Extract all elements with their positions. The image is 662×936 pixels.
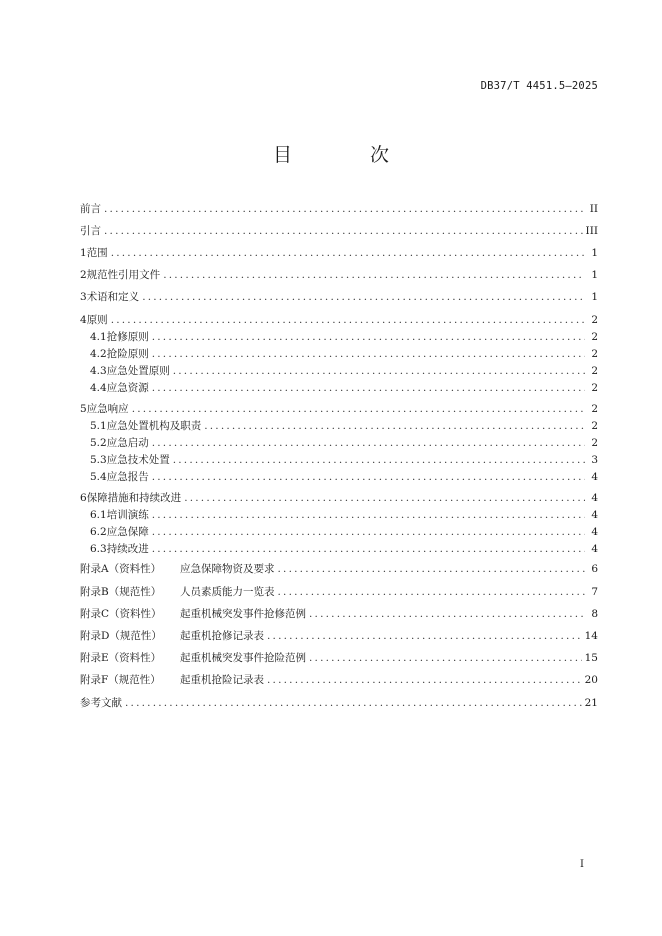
toc-entry-page: 2	[591, 437, 598, 449]
toc-entry-label: 范围	[86, 247, 108, 259]
toc-entry-number: 5.1	[90, 420, 107, 432]
toc-entry-number: 4.4	[90, 382, 107, 394]
toc-entry-label: 参考文献	[80, 697, 122, 709]
toc-entry-page: 3	[591, 454, 598, 466]
dot-leader	[152, 347, 585, 361]
toc-entry-number: 5.4	[90, 471, 107, 483]
toc-entry-label: 术语和定义	[86, 291, 140, 303]
toc-entry-number: 5.3	[90, 454, 107, 466]
toc-entry-description: 应急保障物资及要求	[180, 563, 275, 575]
page-title: 目 次	[272, 144, 426, 166]
toc-entry-page: 20	[584, 674, 598, 686]
toc-entry-page: 2	[591, 348, 598, 360]
toc-entry-description: 起重机械突发事件抢险范例	[180, 652, 306, 664]
toc-entry-page: 4	[591, 543, 598, 555]
toc-entry-description: 起重机械突发事件抢修范例	[180, 608, 306, 620]
toc-entry[interactable]	[80, 246, 598, 260]
dot-leader	[173, 364, 585, 378]
toc-entry[interactable]	[80, 491, 598, 505]
toc-entry-page: 7	[591, 586, 598, 598]
toc-entry[interactable]	[80, 629, 598, 643]
toc-entry[interactable]	[80, 268, 598, 282]
toc-entry[interactable]	[90, 470, 598, 484]
toc-entry-label: 规范性引用文件	[86, 269, 161, 281]
toc-entry-page: 4	[591, 492, 598, 504]
toc-entry-label: 前言	[80, 203, 101, 215]
toc-entry-page: 2	[591, 331, 598, 343]
dot-leader	[104, 202, 585, 216]
toc-entry[interactable]	[80, 673, 598, 687]
dot-leader	[152, 436, 585, 450]
dot-leader	[267, 673, 582, 687]
toc-entry-label: 原则	[86, 314, 108, 326]
toc-entry-page: 2	[591, 420, 598, 432]
dot-leader	[184, 491, 585, 505]
toc-entry-label: 附录B（规范性）	[80, 586, 162, 598]
toc-entry-label: 附录C（资料性）	[80, 608, 162, 620]
toc-entry-number: 6.1	[90, 509, 107, 521]
toc-entry[interactable]	[90, 508, 598, 522]
dot-leader	[309, 607, 585, 621]
toc-entry-label: 应急处置原则	[106, 365, 170, 377]
toc-entry-page: 1	[591, 247, 598, 259]
toc-entry-description: 人员素质能力一览表	[180, 586, 275, 598]
toc-entry-page: 2	[591, 382, 598, 394]
toc-entry-page: 2	[591, 365, 598, 377]
toc-entry-page: II	[589, 203, 598, 215]
toc-entry[interactable]	[90, 453, 598, 467]
dot-leader	[125, 696, 582, 710]
toc-entry[interactable]	[90, 419, 598, 433]
toc-entry-label: 抢险原则	[106, 348, 149, 360]
toc-entry[interactable]	[90, 525, 598, 539]
dot-leader	[204, 419, 585, 433]
toc-entry-label: 持续改进	[106, 543, 149, 555]
toc-entry[interactable]	[80, 562, 598, 576]
toc-entry-number: 5.2	[90, 437, 107, 449]
toc-entry[interactable]	[80, 585, 598, 599]
dot-leader	[173, 453, 585, 467]
toc-entry-page: 1	[591, 291, 598, 303]
toc-entry-page: 15	[584, 652, 598, 664]
toc-entry-page: 14	[584, 630, 598, 642]
toc-entry-page: III	[585, 225, 598, 237]
toc-entry-number: 4.2	[90, 348, 107, 360]
toc-entry-page: 2	[591, 403, 598, 415]
toc-entry-number: 5	[80, 403, 87, 415]
dot-leader	[152, 508, 585, 522]
dot-leader	[152, 525, 585, 539]
toc-entry[interactable]	[90, 347, 598, 361]
toc-entry-number: 2	[80, 269, 87, 281]
toc-entry-label: 附录D（规范性）	[80, 630, 162, 642]
toc-entry[interactable]	[80, 402, 598, 416]
dot-leader	[132, 402, 585, 416]
toc-entry-number: 1	[80, 247, 87, 259]
toc-entry[interactable]	[90, 436, 598, 450]
toc-entry-label: 培训演练	[106, 509, 149, 521]
dot-leader	[163, 268, 585, 282]
toc-entry-label: 附录A（资料性）	[80, 563, 162, 575]
dot-leader	[152, 542, 585, 556]
toc-entry-page: 6	[591, 563, 598, 575]
dot-leader	[267, 629, 582, 643]
toc-entry-label: 抢修原则	[106, 331, 149, 343]
toc-entry[interactable]	[80, 651, 598, 665]
dot-leader	[278, 585, 586, 599]
toc-entry-label: 应急处置机构及职责	[106, 420, 202, 432]
document-code: DB37/T 4451.5—2025	[480, 80, 598, 92]
toc-entry-description: 起重机抢险记录表	[180, 674, 264, 686]
toc-entry[interactable]	[80, 202, 598, 216]
dot-leader	[111, 246, 585, 260]
toc-entry-label: 应急启动	[106, 437, 149, 449]
dot-leader	[152, 381, 585, 395]
toc-entry[interactable]	[90, 364, 598, 378]
dot-leader	[152, 330, 585, 344]
toc-entry[interactable]	[80, 290, 598, 304]
toc-entry-page: 1	[591, 269, 598, 281]
toc-entry[interactable]	[90, 381, 598, 395]
toc-entry-number: 6.2	[90, 526, 107, 538]
dot-leader	[309, 651, 582, 665]
toc-entry-number: 4.3	[90, 365, 107, 377]
toc-entry-label: 应急保障	[106, 526, 149, 538]
dot-leader	[142, 290, 585, 304]
toc-entry-label: 保障措施和持续改进	[86, 492, 182, 504]
toc-entry-page: 8	[591, 608, 598, 620]
toc-entry-page: 4	[591, 526, 598, 538]
toc-entry-number: 4	[80, 314, 87, 326]
toc-entry[interactable]	[90, 542, 598, 556]
toc-entry-page: 21	[584, 697, 598, 709]
toc-entry[interactable]	[80, 696, 598, 710]
toc-entry[interactable]	[80, 313, 598, 327]
toc-entry-page: 4	[591, 509, 598, 521]
toc-entry-number: 6.3	[90, 543, 107, 555]
toc-entry-number: 6	[80, 492, 87, 504]
page-number: I	[580, 859, 584, 870]
dot-leader	[152, 470, 585, 484]
toc-entry-label: 引言	[80, 225, 101, 237]
toc-entry-label: 附录F（规范性）	[80, 674, 161, 686]
toc-entry-label: 附录E（资料性）	[80, 652, 162, 664]
toc-entry-label: 应急技术处置	[106, 454, 170, 466]
toc-entry-number: 3	[80, 291, 87, 303]
toc-entry-page: 2	[591, 314, 598, 326]
dot-leader	[111, 313, 585, 327]
toc-entry-number: 4.1	[90, 331, 107, 343]
toc-entry-description: 起重机抢修记录表	[180, 630, 264, 642]
toc-entry[interactable]	[80, 224, 598, 238]
toc-entry-label: 应急报告	[106, 471, 149, 483]
dot-leader	[278, 562, 586, 576]
toc-entry-label: 应急响应	[86, 403, 129, 415]
toc-entry[interactable]	[90, 330, 598, 344]
toc-entry[interactable]	[80, 607, 598, 621]
dot-leader	[104, 224, 583, 238]
toc-entry-page: 4	[591, 471, 598, 483]
toc-entry-label: 应急资源	[106, 382, 149, 394]
